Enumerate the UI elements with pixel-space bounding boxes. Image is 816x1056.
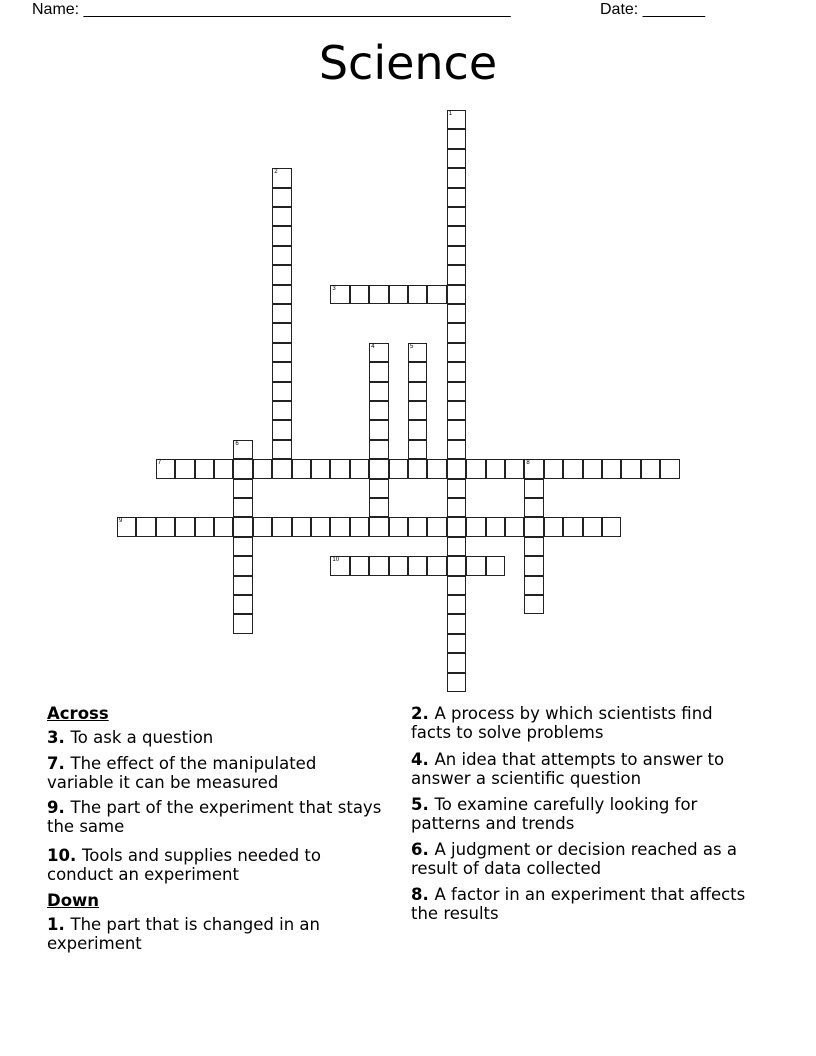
grid-cell[interactable] xyxy=(447,634,466,653)
down-heading: Down xyxy=(47,891,100,910)
date-field[interactable]: Date: _______ xyxy=(600,1,705,18)
grid-cell[interactable] xyxy=(156,459,175,478)
grid-cell[interactable] xyxy=(272,304,291,323)
grid-cell[interactable] xyxy=(369,517,388,536)
grid-cell[interactable] xyxy=(233,498,252,517)
grid-cell[interactable] xyxy=(602,517,621,536)
clue-across-3: 3. To ask a question xyxy=(47,728,214,747)
grid-cell[interactable] xyxy=(486,459,505,478)
grid-cell[interactable] xyxy=(175,517,194,536)
grid-cell[interactable] xyxy=(156,517,175,536)
grid-cell[interactable] xyxy=(544,459,563,478)
grid-cell[interactable] xyxy=(272,401,291,420)
grid-cell[interactable] xyxy=(466,556,485,575)
grid-cell[interactable] xyxy=(447,382,466,401)
grid-cell[interactable] xyxy=(447,576,466,595)
grid-cell[interactable] xyxy=(330,556,349,575)
clue-number: 7 xyxy=(157,460,162,467)
grid-cell[interactable] xyxy=(408,420,427,439)
grid-cell[interactable] xyxy=(311,517,330,536)
grid-cell[interactable] xyxy=(447,110,466,129)
clue-down-4: 4. An idea that attempts to answer to answer a scientific question xyxy=(411,750,725,788)
grid-cell[interactable] xyxy=(447,343,466,362)
grid-cell[interactable] xyxy=(272,188,291,207)
grid-cell[interactable] xyxy=(369,382,388,401)
grid-cell[interactable] xyxy=(369,556,388,575)
grid-cell[interactable] xyxy=(486,517,505,536)
grid-cell[interactable] xyxy=(195,517,214,536)
clue-number: 2 xyxy=(274,169,278,176)
grid-cell[interactable] xyxy=(389,517,408,536)
grid-cell[interactable] xyxy=(524,459,543,478)
grid-cell[interactable] xyxy=(389,459,408,478)
grid-cell[interactable] xyxy=(233,556,252,575)
grid-cell[interactable] xyxy=(447,440,466,459)
grid-cell[interactable] xyxy=(621,459,640,478)
grid-cell[interactable] xyxy=(602,459,621,478)
grid-cell[interactable] xyxy=(447,556,466,575)
grid-cell[interactable] xyxy=(369,401,388,420)
puzzle-title: Science xyxy=(318,36,498,90)
grid-cell[interactable] xyxy=(447,265,466,284)
grid-cell[interactable] xyxy=(369,343,388,362)
grid-cell[interactable] xyxy=(524,537,543,556)
grid-cell[interactable] xyxy=(447,653,466,672)
grid-cell[interactable] xyxy=(272,323,291,342)
grid-cell[interactable] xyxy=(408,382,427,401)
grid-cell[interactable] xyxy=(447,168,466,187)
grid-cell[interactable] xyxy=(330,517,349,536)
grid-cell[interactable] xyxy=(292,459,311,478)
grid-cell[interactable] xyxy=(524,479,543,498)
grid-cell[interactable] xyxy=(389,285,408,304)
grid-cell[interactable] xyxy=(233,537,252,556)
name-field[interactable]: Name: ________________________________________________ xyxy=(32,1,511,18)
grid-cell[interactable] xyxy=(524,595,543,614)
grid-cell[interactable] xyxy=(408,343,427,362)
grid-cell[interactable] xyxy=(272,362,291,381)
grid-cell[interactable] xyxy=(447,304,466,323)
grid-cell[interactable] xyxy=(447,226,466,245)
grid-cell[interactable] xyxy=(408,517,427,536)
grid-cell[interactable] xyxy=(272,420,291,439)
grid-cell[interactable] xyxy=(408,440,427,459)
grid-cell[interactable] xyxy=(272,265,291,284)
grid-cell[interactable] xyxy=(447,420,466,439)
clue-down-5: 5. To examine carefully looking for patterns and trends xyxy=(411,795,698,833)
grid-cell[interactable] xyxy=(447,498,466,517)
grid-cell[interactable] xyxy=(447,323,466,342)
grid-cell[interactable] xyxy=(330,285,349,304)
grid-cell[interactable] xyxy=(272,207,291,226)
grid-cell[interactable] xyxy=(563,517,582,536)
grid-cell[interactable] xyxy=(233,440,252,459)
grid-cell[interactable] xyxy=(408,401,427,420)
grid-cell[interactable] xyxy=(272,168,291,187)
grid-cell[interactable] xyxy=(214,459,233,478)
grid-cell[interactable] xyxy=(369,479,388,498)
grid-cell[interactable] xyxy=(524,576,543,595)
across-heading: Across xyxy=(47,704,109,723)
grid-cell[interactable] xyxy=(447,129,466,148)
grid-cell[interactable] xyxy=(524,517,543,536)
grid-cell[interactable] xyxy=(272,246,291,265)
clue-across-7: 7. The effect of the manipulated variable it can be measured xyxy=(47,754,317,792)
grid-cell[interactable] xyxy=(272,285,291,304)
grid-cell[interactable] xyxy=(447,517,466,536)
clue-across-10: 10. Tools and supplies needed to conduct an experiment xyxy=(47,846,321,884)
grid-cell[interactable] xyxy=(233,459,252,478)
grid-cell[interactable] xyxy=(466,517,485,536)
clue-down-1: 1. The part that is changed in an experiment xyxy=(47,915,320,953)
grid-cell[interactable] xyxy=(447,246,466,265)
grid-cell[interactable] xyxy=(369,362,388,381)
grid-cell[interactable] xyxy=(233,595,252,614)
grid-cell[interactable] xyxy=(408,285,427,304)
clue-number: 3 xyxy=(332,285,336,292)
clue-number: 8 xyxy=(526,460,530,467)
grid-cell[interactable] xyxy=(408,362,427,381)
grid-cell[interactable] xyxy=(136,517,155,536)
clue-number: 10 xyxy=(332,557,340,564)
grid-cell[interactable] xyxy=(272,226,291,245)
grid-cell[interactable] xyxy=(330,459,349,478)
grid-cell[interactable] xyxy=(427,517,446,536)
clue-number: 1 xyxy=(448,111,453,117)
grid-cell[interactable] xyxy=(369,285,388,304)
grid-cell[interactable] xyxy=(447,207,466,226)
grid-cell[interactable] xyxy=(253,517,272,536)
grid-cell[interactable] xyxy=(408,556,427,575)
grid-cell[interactable] xyxy=(447,614,466,633)
grid-cell[interactable] xyxy=(447,149,466,168)
grid-cell[interactable] xyxy=(350,459,369,478)
grid-cell[interactable] xyxy=(253,459,272,478)
grid-cell[interactable] xyxy=(563,459,582,478)
grid-cell[interactable] xyxy=(447,537,466,556)
grid-cell[interactable] xyxy=(427,459,446,478)
grid-cell[interactable] xyxy=(427,285,446,304)
grid-cell[interactable] xyxy=(408,459,427,478)
grid-cell[interactable] xyxy=(447,362,466,381)
clue-number: 4 xyxy=(371,343,375,350)
grid-cell[interactable] xyxy=(660,459,679,478)
clue-number: 5 xyxy=(410,343,414,350)
grid-cell[interactable] xyxy=(505,517,524,536)
grid-cell[interactable] xyxy=(214,517,233,536)
grid-cell[interactable] xyxy=(195,459,214,478)
grid-cell[interactable] xyxy=(233,576,252,595)
grid-cell[interactable] xyxy=(524,498,543,517)
grid-cell[interactable] xyxy=(272,459,291,478)
grid-cell[interactable] xyxy=(350,517,369,536)
clue-number: 9 xyxy=(119,518,123,525)
grid-cell[interactable] xyxy=(292,517,311,536)
grid-cell[interactable] xyxy=(272,382,291,401)
grid-cell[interactable] xyxy=(544,517,563,536)
grid-cell[interactable] xyxy=(350,556,369,575)
grid-cell[interactable] xyxy=(447,673,466,692)
grid-cell[interactable] xyxy=(369,459,388,478)
grid-cell[interactable] xyxy=(447,401,466,420)
grid-cell[interactable] xyxy=(524,556,543,575)
grid-cell[interactable] xyxy=(233,614,252,633)
grid-cell[interactable] xyxy=(466,459,485,478)
grid-cell[interactable] xyxy=(447,595,466,614)
grid-cell[interactable] xyxy=(369,420,388,439)
grid-cell[interactable] xyxy=(272,517,291,536)
grid-cell[interactable] xyxy=(447,479,466,498)
grid-cell[interactable] xyxy=(427,556,446,575)
grid-cell[interactable] xyxy=(233,479,252,498)
grid-cell[interactable] xyxy=(272,343,291,362)
grid-cell[interactable] xyxy=(583,459,602,478)
grid-cell[interactable] xyxy=(583,517,602,536)
grid-cell[interactable] xyxy=(175,459,194,478)
grid-cell[interactable] xyxy=(369,498,388,517)
clue-number: 6 xyxy=(235,440,239,447)
grid-cell[interactable] xyxy=(350,285,369,304)
grid-cell[interactable] xyxy=(272,440,291,459)
grid-cell[interactable] xyxy=(389,556,408,575)
grid-cell[interactable] xyxy=(486,556,505,575)
grid-cell[interactable] xyxy=(233,517,252,536)
grid-cell[interactable] xyxy=(505,459,524,478)
clue-down-2: 2. A process by which scientists find facts to solve problems xyxy=(411,704,713,742)
grid-cell[interactable] xyxy=(641,459,660,478)
grid-cell[interactable] xyxy=(447,188,466,207)
grid-cell[interactable] xyxy=(311,459,330,478)
grid-cell[interactable] xyxy=(447,285,466,304)
clue-across-9: 9. The part of the experiment that stays the same xyxy=(47,798,382,836)
grid-cell[interactable] xyxy=(117,517,136,536)
grid-cell[interactable] xyxy=(447,459,466,478)
grid-cell[interactable] xyxy=(369,440,388,459)
clue-down-8: 8. A factor in an experiment that affects the results xyxy=(411,885,746,923)
clue-down-6: 6. A judgment or decision reached as a result of data collected xyxy=(411,840,737,878)
